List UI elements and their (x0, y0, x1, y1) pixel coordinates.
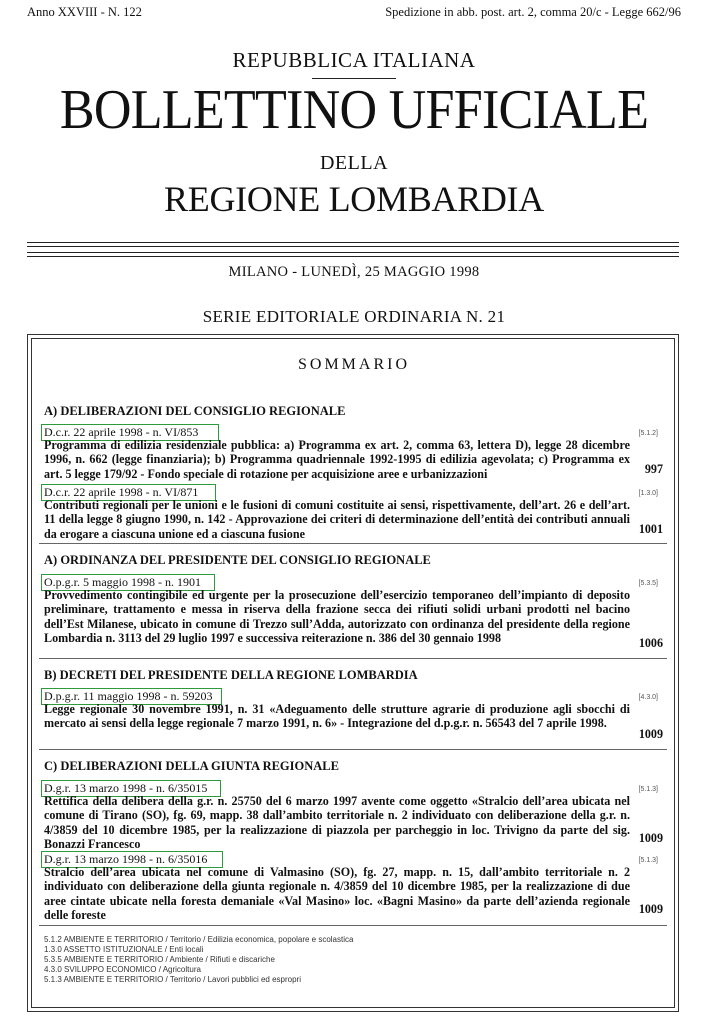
series-label: SERIE EDITORIALE ORDINARIA N. 21 (202, 307, 506, 326)
entry-reference[interactable]: D.c.r. 22 aprile 1998 - n. VI/871 (41, 484, 216, 501)
entry-reference[interactable]: D.p.g.r. 11 maggio 1998 - n. 59203 (41, 688, 222, 705)
section-separator (39, 658, 667, 659)
masthead-rule-2 (27, 252, 679, 257)
entry-reference[interactable]: D.g.r. 13 marzo 1998 - n. 6/35016 (41, 851, 223, 868)
issue-date: MILANO - LUNEDÌ, 25 MAGGIO 1998 (228, 264, 480, 280)
section-separator (39, 543, 667, 544)
entry-text: Contributi regionali per le unioni e le fusioni di comuni costituite ai sensi, rispettivamente, dell’art. 26 e dell’art. 11 della legge 8 giugno 1990, n. 142 - Approvazione dei criteri di determinazione dell’entità dei contributi annuali da erogare a ciascuna unione ed a ciascuna fusione (44, 498, 630, 541)
legend-line: 5.1.2 AMBIENTE E TERRITORIO / Territorio / Edilizia economica, popolare e scolastica (44, 935, 354, 944)
topic-code: [5.1.3] (638, 786, 658, 793)
region-title: REGIONE LOMBARDIA (164, 179, 544, 219)
shipping-notice: Spedizione in abb. post. art. 2, comma 20/c - Legge 662/96 (385, 5, 681, 19)
entry-text: Legge regionale 30 novembre 1991, n. 31 «Adeguamento delle strutture agrarie di produzione agli sbocchi di mercato ai sensi della legge regionale 7 marzo 1991, n. 6» - Integrazione del d.p.g.r. n. 56543 del 7 aprile 1998. (44, 702, 630, 731)
entry-reference[interactable]: O.p.g.r. 5 maggio 1998 - n. 1901 (41, 574, 215, 591)
legend-line: 5.1.3 AMBIENTE E TERRITORIO / Territorio / Lavori pubblici ed espropri (44, 975, 301, 984)
della-label: DELLA (319, 152, 389, 174)
section-heading: A) ORDINANZA DEL PRESIDENTE DEL CONSIGLIO REGIONALE (44, 553, 431, 567)
topic-code: [4.3.0] (638, 694, 658, 701)
publication-title: BOLLETTINO UFFICIALE (59, 79, 649, 141)
issue-number: Anno XXVIII - N. 122 (27, 5, 142, 19)
topic-legend (44, 935, 353, 985)
section-separator (39, 749, 667, 750)
entry-reference[interactable]: D.g.r. 13 marzo 1998 - n. 6/35015 (41, 780, 221, 797)
topic-code: [5.3.5] (638, 580, 658, 587)
topic-code: [5.1.3] (638, 857, 658, 864)
section-separator (39, 925, 667, 926)
topic-code: [5.1.2] (638, 430, 658, 437)
section-heading: A) DELIBERAZIONI DEL CONSIGLIO REGIONALE (44, 404, 346, 418)
legend-line: 4.3.0 SVILUPPO ECONOMICO / Agricoltura (44, 965, 201, 974)
entry-text: Provvedimento contingibile ed urgente per la prosecuzione dell’esercizio temporaneo dell’impianto di deposito preliminare, trattamento e messa in riserva della frazione secca dei rifiuti solidi urbani prodotti nel bacino dell’Est Milanese, ubicato in comune di Trezzo sull’Adda, autorizzato con ordinanza del presidente della regione Lombardia n. 3113 del 29 luglio 1997 e successiva reiterazione n. 386 del 30 gennaio 1998 (44, 588, 630, 646)
entry-reference[interactable]: D.c.r. 22 aprile 1998 - n. VI/853 (41, 424, 219, 441)
entry-text: Stralcio dell’area ubicata nel comune di Valmasino (SO), fg. 27, mapp. n. 15, dall’ambito territoriale n. 2 individuato con deliberazione della giunta regionale n. 4/3859 del 10 dicembre 1985, per la realizzazione di due aree cintate ubicate nella foresta demaniale «Val Masino» loc. «Bagni Masino» da parte dell’azienda regionale delle foreste (44, 865, 630, 923)
page-number: 997 (644, 462, 663, 476)
page-number: 1009 (638, 727, 663, 741)
page-number: 1006 (638, 636, 663, 650)
page-number: 1009 (638, 831, 663, 845)
section-heading: B) DECRETI DEL PRESIDENTE DELLA REGIONE LOMBARDIA (44, 668, 418, 682)
legend-line: 1.3.0 ASSETTO ISTITUZIONALE / Enti locali (44, 945, 204, 954)
masthead-rule (27, 242, 679, 247)
entry-text: Programma di edilizia residenziale pubblica: a) Programma ex art. 2, comma 63, lettera D), legge 28 dicembre 1996, n. 662 (legge finanziaria); b) Programma quadriennale 1992-1995 di edilizia agevolata; c) Programma ex art. 5 legge 179/92 - Fondo speciale di rotazione per acquisizione aree e urbanizzazioni (44, 438, 630, 481)
entry-text: Rettifica della delibera della g.r. n. 25750 del 6 marzo 1997 avente come oggetto «Stralcio dell’area ubicata nel comune di Tirano (SO), fg. 69, mapp. 38 dall’ambito territoriale n. 2 individuato con deliberazione della g.r. n. 4/3859 del 10 dicembre 1985, per la realizzazione di piazzola per parcheggio in loc. Trivigno da parte del sig. Bonazzi Francesco (44, 794, 630, 852)
section-heading: C) DELIBERAZIONI DELLA GIUNTA REGIONALE (44, 759, 339, 773)
page-number: 1009 (638, 902, 663, 916)
topic-code: [1.3.0] (638, 490, 658, 497)
page-number: 1001 (638, 522, 663, 536)
summary-title: SOMMARIO (297, 356, 410, 373)
republic-label: REPUBBLICA ITALIANA (232, 48, 476, 72)
legend-line: 5.3.5 AMBIENTE E TERRITORIO / Ambiente / Rifiuti e discariche (44, 955, 275, 964)
